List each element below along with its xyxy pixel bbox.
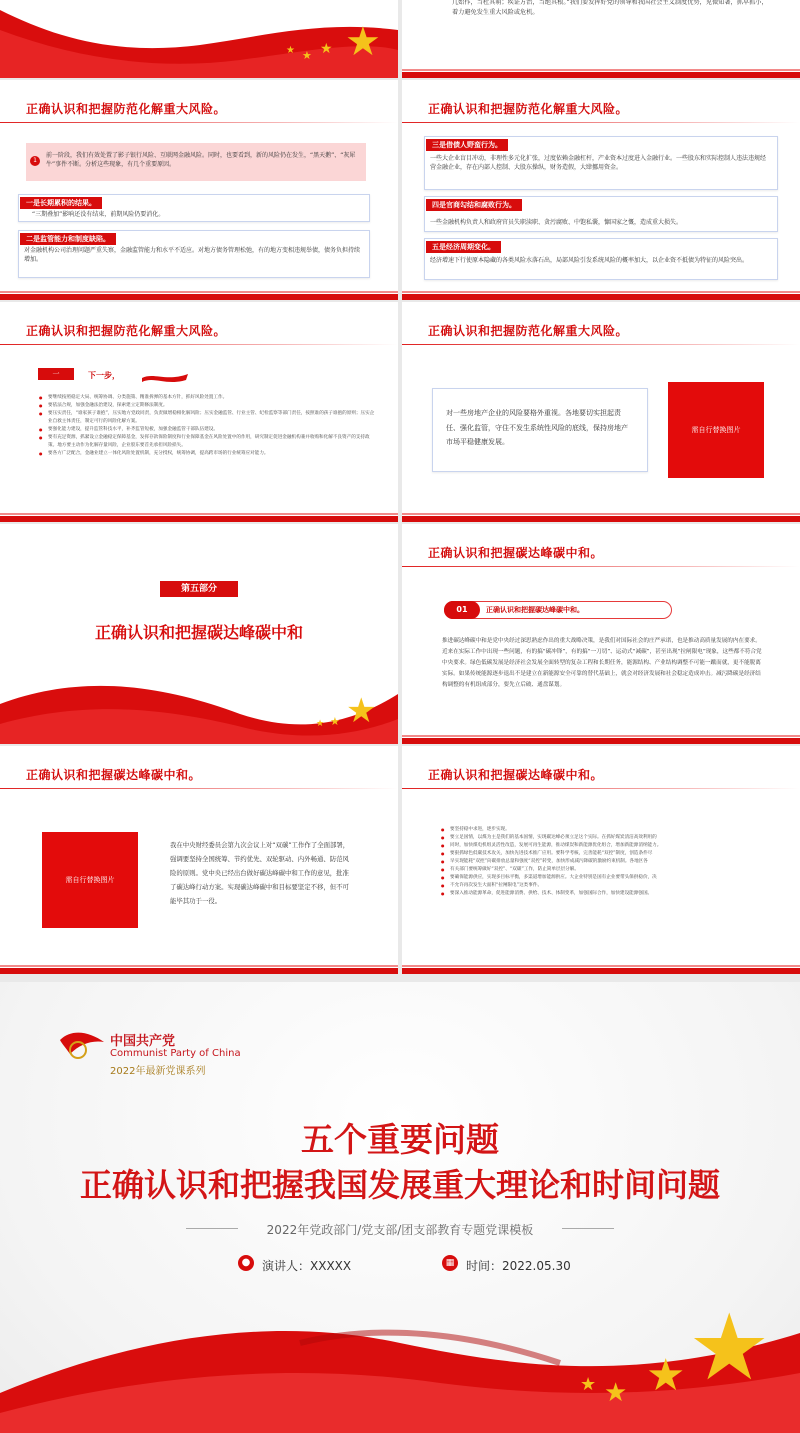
slide-8 — [0, 746, 398, 974]
star-icon: ★ — [688, 1294, 771, 1401]
body-text: 我在中央财经委员会第九次会议上对“双碳”工作作了全面部署，强调要坚持全国统筹、节约优先、双轮驱动、内外畅通、防范风险的原则。党中央已经出台做好碳达峰碳中和工作的意见，批准了碳达峰行动方案。实现碳达峰碳中和目标要坚定不移，但不可能毕其功于一役。 — [170, 841, 350, 906]
logo-en: Communist Party of China — [110, 1048, 241, 1059]
list-item: ● 早实现能耗“双控”向碳排放总量和强度“双控”转变，加快形成减污降碳的激励约束机制。各地区各 — [450, 858, 780, 866]
slide-9 — [402, 746, 800, 974]
slide-title: 正确认识和把握碳达峰碳中和。 — [428, 546, 604, 560]
slide-title: 正确认识和把握防范化解重大风险。 — [26, 102, 227, 116]
star-icon: ★ — [330, 715, 340, 728]
speaker-label: 演讲人：XXXXX — [262, 1259, 352, 1273]
cause-text-5: 经济增速下行使原本隐藏的各类风险水落石出，局部风险引发系统风险的概率加大，以企业资不抵债为特征的风险突出。 — [430, 257, 749, 264]
number-pill: 01 — [444, 601, 480, 619]
footer-bar — [402, 72, 800, 78]
title-rule — [0, 344, 398, 345]
cause-tag-1: 一是长期累积的结果。 — [20, 197, 102, 209]
cause-text-3: 一些大企业盲目冲动，非理性多元化扩张，过度依赖金融杠杆，产业资本过度进入金融行业。一些股东和实际控制人违法违规经营金融企业，存在内部人控制、大股东操纵，财务造假，大肆挪用资金。 — [430, 155, 767, 172]
list-item: ● 有关部门要统筹做好“双控”、“双碳”工作，防止简单层层分解。 — [450, 866, 780, 874]
measures-list — [36, 394, 378, 458]
cause-text-1: “三期叠加”影响还没有结束，前期风险仍要消化。 — [32, 211, 165, 218]
slide-5 — [402, 302, 800, 522]
footer-line — [402, 965, 800, 967]
footer-line — [402, 513, 800, 515]
list-item: ● 不允许再次发生大面积“拉闸限电”这类事件。 — [450, 882, 780, 890]
title-rule — [402, 566, 800, 567]
slide-1-text-fragment — [402, 0, 800, 78]
footer-bar — [0, 516, 398, 522]
cause-tag-2: 二是监管能力和制度缺陷。 — [20, 233, 116, 245]
step-label: 下一步， — [88, 371, 120, 380]
body-text: 对一些房地产企业的风险要格外重视。各地要切实担起责任、强化监管，守住不发生系统性风险的底线，保持房地产市场平稳健康发展。 — [446, 409, 628, 447]
list-item: ● 要强化能力建设，提升监管科技水平，补齐监管短板，加强金融监管干部队伍建设。 — [48, 426, 378, 434]
image-placeholder[interactable]: 需自行替换图片 — [668, 382, 764, 478]
star-icon: ★ — [646, 1350, 686, 1401]
slide-title: 正确认识和把握碳达峰碳中和。 — [428, 768, 604, 782]
footer-line — [402, 291, 800, 293]
list-item: ● 要有充足资源，抓紧设立金融稳定保障基金，发挥存款保险制度和行业保障基金在风险处置中的作用，研究制定促进金融机构兼并收购和化解不良资产的支持政策。地方要主动作为化解存量风险，企业股东要首先承担风险损失。 — [48, 434, 378, 450]
subtitle-rule-right — [562, 1228, 614, 1229]
carbon-measures-list — [438, 826, 780, 898]
slide-6-section — [0, 524, 398, 744]
red-ribbon-wave — [0, 664, 398, 744]
cause-text-2: 对金融机构公司治理问题严重失察，金融监管能力和水平不适应。对地方债务管理松弛，有的地方变相违规举债，债务负担持续增加。 — [24, 247, 361, 264]
section-heading: 正确认识和把握碳达峰碳中和 — [94, 623, 303, 642]
star-icon: ★ — [286, 45, 295, 56]
footer-bar — [402, 294, 800, 300]
star-icon: ★ — [302, 49, 312, 62]
slide-1-cover-fragment — [0, 0, 398, 78]
footer-line — [0, 513, 398, 515]
cover-slide — [0, 982, 800, 1433]
cause-tag-4: 四是官商勾结和腐败行为。 — [426, 199, 522, 211]
title-rule — [402, 788, 800, 789]
slide-title: 正确认识和把握防范化解重大风险。 — [26, 324, 227, 338]
party-emblem-logo — [56, 1026, 108, 1066]
title-rule — [0, 122, 398, 123]
footer-line — [402, 69, 800, 71]
footer-line — [402, 735, 800, 737]
footer-bar — [0, 294, 398, 300]
list-item: ● 要深入推动能源革命，促进能源消费、供给、技术、体制变革，加强国际合作，加快建设能源强国。 — [450, 890, 780, 898]
cover-title-1: 五个重要问题 — [301, 1120, 499, 1159]
footer-bar — [402, 738, 800, 744]
list-item: ● 同时，加快煤电机组灵活性改造，发展可再生能源，推动煤炭和新能源优化组合，增加新能源消纳能力。 — [450, 842, 780, 850]
slide-title: 正确认识和把握碳达峰碳中和。 — [26, 768, 202, 782]
star-icon: ★ — [346, 691, 377, 731]
footer-line — [0, 291, 398, 293]
cause-tag-3: 三是借债人野蛮行为。 — [426, 139, 508, 151]
star-icon: ★ — [580, 1374, 597, 1395]
image-placeholder[interactable]: 需自行替换图片 — [42, 832, 138, 928]
title-rule — [402, 344, 800, 345]
intro-box — [26, 143, 366, 181]
intro-text: 前一阶段，我们有效处置了影子银行风险、互联网金融风险。同时，也要看到，新的风险仍在发生，“黑天鹅”、“灰犀牛”事件不断。分析这些现象，有几个重要原因。 — [46, 152, 356, 169]
list-item: ● 要继续按照稳定大局、统筹协调、分类施策、精准拆弹的基本方针，抓好风险处置工作。 — [48, 394, 378, 402]
logo-series: 2022年最新党课系列 — [110, 1066, 206, 1077]
subtitle-text: 正确认识和把握碳达峰碳中和。 — [486, 606, 584, 614]
cover-subtitle: 2022年党政部门/党支部/团支部教育专题党课模板 — [266, 1223, 534, 1237]
part-label: 第五部分 — [160, 581, 238, 597]
logo-cn: 中国共产党 — [110, 1034, 176, 1049]
ribbon-icon — [140, 370, 190, 384]
cause-text-4: 一些金融机构负责人和政府官员失职渎职、贪污腐败、中饱私囊，慷国家之慨，造成重大损失。 — [430, 219, 683, 226]
footer-bar — [402, 516, 800, 522]
star-icon: ★ — [316, 719, 325, 729]
slide-4 — [0, 302, 398, 522]
slide-text: 几始作，当杜其萌；疾证方治，当绝其根。”我们要发挥好党的领导和我国社会主义制度优势，见微知著，抓早抓小，着力避免发生重大风险或危机。 — [452, 0, 768, 16]
star-icon: ★ — [345, 19, 381, 65]
list-item: ● 要各方广泛配合，金融业建立一体化风险处置机制，充分授权，统筹协调，提高跨市场的行业统筹应对能力。 — [48, 450, 378, 458]
footer-bar — [0, 968, 398, 974]
list-item: ● 要坚持稳中求进，逐步实现。 — [450, 826, 780, 834]
slide-3 — [402, 80, 800, 300]
list-item: ● 要狠抓绿色低碳技术攻关，加快先进技术推广应用。要科学考核，完善能耗“双控”制度，创造条件尽 — [450, 850, 780, 858]
title-rule — [402, 122, 800, 123]
slide-title: 正确认识和把握防范化解重大风险。 — [428, 102, 629, 116]
step-flag: 一 — [38, 368, 74, 380]
slide-2 — [0, 80, 398, 300]
list-item: ● 要压实责任，“谁家孩子谁抱”，压实地方党政同责，负责做增稳相化解风险；压实金融监管、行业主管、纪检监察等部门责任，按照谁的孩子谁抱的原则；压实企业自救主体责任，制定可行的风险化解方案。 — [48, 410, 378, 426]
list-item: ● 要确保能源供应，实现多目标平衡，多渠道增加能源供应。大企业特别是国有企业要带头保供稳价，决 — [450, 874, 780, 882]
star-icon: ★ — [320, 41, 333, 57]
list-item: ● 要依法合规，加强金融法治建设，探索建立定期修法制度。 — [48, 402, 378, 410]
body-text: 推进碳达峰碳中和是党中央经过深思熟虑作出的重大战略决策，是我们对国际社会的庄严承诺，也是推动高质量发展的内在要求。近来在实际工作中出现一些问题，有的搞“碳冲锋”，有的搞“一刀切”、运动式“减碳”，甚至出现“拉闸限电”现象，这些都不符合党中央要求。绿色低碳发展是经济社会发展全面转型的复杂工程和长期任务，能源结构、产业结构调整不可能一蹴而就，更不能脱离实际。如果传统能源逐步退出不是建立在新能源安全可靠的替代基础上，就会对经济发展和社会稳定造成冲击。减污降碳是经济结构调整的有机组成部分，要先立后破、通盘谋划。 — [442, 638, 762, 688]
cover-title-2: 正确认识和把握我国发展重大理论和时间问题 — [79, 1166, 720, 1204]
user-icon: ● — [238, 1255, 254, 1271]
list-item: ● 要立足国情，以煤为主是我们的基本国情，实现碳达峰必须立足这个实际。在抓好煤炭清洁高效利用的 — [450, 834, 780, 842]
number-badge: 1 — [30, 156, 40, 166]
slide-7 — [402, 524, 800, 744]
star-icon: ★ — [604, 1378, 628, 1408]
cause-tag-5: 五是经济周期变化。 — [426, 241, 501, 253]
date-label: 时间：2022.05.30 — [466, 1259, 571, 1273]
title-rule — [0, 788, 398, 789]
footer-line — [0, 965, 398, 967]
slide-title: 正确认识和把握防范化解重大风险。 — [428, 324, 629, 338]
red-ribbon-wave — [0, 0, 398, 78]
footer-bar — [402, 968, 800, 974]
calendar-icon: ▦ — [442, 1255, 458, 1271]
